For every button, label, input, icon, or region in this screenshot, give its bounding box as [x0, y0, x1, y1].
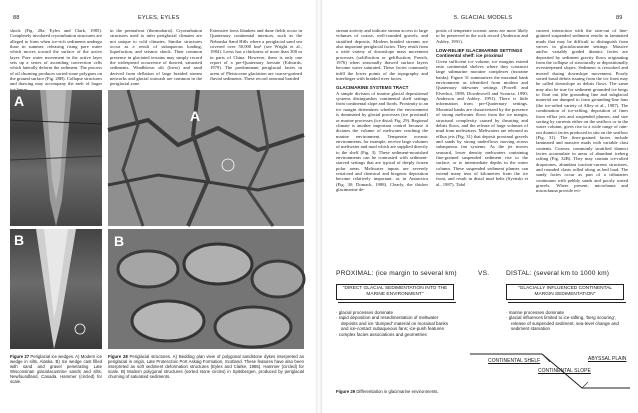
distal-heading: DISTAL: (several km to 1000 km): [506, 270, 610, 277]
distal-bullet: · glacial influences limited to ice-rafting, 'berg scouring', release of suspended sediment, sea-level change and sediment starvation: [506, 315, 619, 332]
figure-28b-photo: [108, 229, 304, 349]
body-column-2: posits of temperate oceanic areas are more likely to be preserved in the rock record (Anderson and Ashley, 1991). LOW-RELIEF GLACIMARINE SETTINGS Continental shelf: ice proximal Given sufficient ice volume, ice margins extend onto continental shelves where they construct large submarine moraine complexes (moraine banks). Figure 31 summarizes the morainal bank environment as identified from modern and Quaternary tidewater settings (Powell and Elverhoi, 1989; Dowdeswell and Scourse, 1990; Anderson and Ashley, 1991). There is little information from pre-Quaternary settings. Morainal banks are characterized by the presence of strong meltwater flows from the ice margin, structural complexity caused by thrusting and debris flows, and the release of large volumes of mud from meltwaters. Meltwaters are released as efflux jets (Fig. 31) that deposit proximal gravels and sands by strong underflows moving across subaqueous fan systems. As the jet moves seaward, lower density meltwaters containing fine-grained suspended sediment rise to the surface, or to intermediate depths in the water column. These suspended sediment plumes can extend many tens of kilometres from the ice front, and result in distal mud belts (Syvitski et al., 1987). Tidal: [436, 28, 528, 187]
left-page: [0, 0, 318, 413]
proximal-bullet: · complex facies associations and geometries: [336, 331, 427, 337]
proximal-bullet: · rapid deposition and resedimentation of meltwater deposits and ice 'dumped' material on morainal banks and ice-contact subaqueous fans; ice-push features: [336, 315, 449, 332]
body-column-3: Extensive loess blankets and dune fields occur in Quaternary continental interiors, such as the Nebraska Sand Hills where a periglacial sand sea covered over 50,000 km² (see Wright et al., 1984). Loess has a thickness of more than 300 m in parts of China. However, there is only one report of a pre-Quaternary loessite (Edwards, 1979). The predominant periglacial facies in areas of Pleistocene glaciation are coarse-grained fluvial sediments. These record seasonal braided: [210, 28, 302, 82]
vs-label: VS.: [478, 270, 490, 277]
continental-shelf-label: CONTINENTAL SHELF: [488, 358, 541, 364]
photo-label-a: A: [14, 93, 25, 109]
figure-29-diagram: [320, 270, 638, 410]
section-heading: LOW-RELIEF GLACIMARINE SETTINGS: [436, 48, 523, 54]
section-heading: GLACIMARINE SYSTEMS TRACT: [336, 85, 409, 91]
photo-label-28b: B: [114, 233, 125, 249]
figure-27a-photo: [10, 90, 102, 226]
proximal-box: "DIRECT GLACIAL SEDIMENTATION INTO THE MARINE ENVIRONMENT": [336, 284, 454, 300]
figure-28-caption: Figure 28 Periglacial structures. A) Bedding plan view of polygonal sandstone dykes interpreted as periglacial in origin, Late Proterozoic Port Askaig Formation, Scotland. These features have also been interpreted as soft sediment deformation structures (Eyles and Clarke, 1985). Hammer (circled) for scale. B) Modern polygonal structures (sorted stone circles) in Spitsbergen, produced by periglacial churning of saturated sediments.: [108, 354, 304, 379]
photo-label-b: B: [14, 232, 25, 248]
body-column-2: in the permafrost (thermokarst). Cryoturbation structures used to infer periglacial climates are not unique to cold climates. Similar structures occur as a result of subaqueous loading, liquefaction, and seismic shock. Their common presence in glaciated terrains may simply record the widespread occurrence of thawed, saturated sediments. Windblown silt (loess) and sand derived from deflation of large braided stream networks and glacial outwash are common in the periglacial zone.: [110, 28, 202, 87]
body-column-3: current interaction with the rain-out of fine-grained suspended sediment results in laminated muds that may be difficult to distinguish from varves in glaciolacustrine settings. Massive and/or variably graded diamict facies are deposited by sediment gravity flows originating from the collapse of structurally or depositionally oversteepened slopes. Sediment is reworked and moved during downslope movement. Poorly sorted basal debris issuing from the ice front may be called downslope as debris flows. The same may also be true for sediment grounded ice bergs to float out (the grounding line and subglacial material are dumped to form grounding-line fans (the ice-rafted variety of Alley et al., 1987). The combination of ice-rafting, deposition of fines from efflux jets and suspended plumes, and size sorting by currents either on the seafloor or in the water column, gives rise to a wide range of rain-out diamict facies produced in situ on the seafloor (Fig. 31). The finer-grained facies include laminated and massive muds with variable clast contents. Coarser, commonly stratified diamict facies accumulate in areas of abundant iceberg rafting (Fig. 32B). They may contain ice-rafted dropstones, abundant traction-current structures, and rounded clasts rolled along as bed load. The sandy facies occur as part of a tributaries continuum with pebbly sands and poorly sorted gravels. Where present, microfauna and macrofauna provide evi-: [536, 28, 628, 194]
photo-label-28a: A: [190, 108, 201, 124]
running-head: 5. GLACIAL MODELS: [454, 15, 513, 21]
proximal-heading: PROXIMAL: (ice margin to several km): [336, 270, 457, 277]
distal-bullet: · marine processes dominate: [506, 310, 565, 315]
body-column-1: shock (Fig. 28a; Eyles and Clark, 1985). Completely involuted cryoturbation structures are alleged to form when ice-rich sediments undergo thaw in summer, releasing rising pore water which moves toward the surface of the active layer. Pore water movement in the active layer sets up a series of ascending convection cells which laterally deform the sediment. The process of oil churning produces sorted stone polygons on the ground surface (Fig. 28B). Collapse structures and thawing may accompany the melt of larger: [10, 28, 102, 87]
continental-slope-label: CONTINENTAL SLOPE: [538, 368, 591, 374]
body-column-1: stream activity and indicate stream access to large volumes of coarse, well-rounded gravels, and stratified deposits. Modern braided streams are also important periglacial facies. They result from a wide variety of downslope mass movement processes (solifluction or gelifluction; French, 1976) when seasonally thawed surface layers become water saturated. These facies commonly infill the lower points of the topography and interfinger with braided river facies. GLACIMARINE SYSTEMS TRACT A simple division of marine glacial depositional systems distinguishes continental shelf settings from continental slope and fiords. Proximity to an ice margin determines whether the environment is dominated by glacial processes (ice proximal) or marine processes (ice distal; Fig. 29). Regional climate is another important control because it dictates the volume of meltwater reaching the marine environment. Temperate oceanic environments, for example, receive large volumes of meltwater and mud which are supplied directly to the shelf (Fig. 3). These sediment-nourished environments can be contrasted with sediment-starved settings that are typical of deeply frozen polar areas. Meltwater inputs are severely restricted and chemical and biogenic deposition become relatively important, as in Antarctica (Fig. 30; Domack, 1988). Clearly, the thicker glacimarine de-: [336, 28, 428, 192]
figure-27-caption: Figure 27 Periglacial ice wedges. A) Modern ice wedge in silts, Alaska. B) Ice wedge cast filled with sand and gravel penetrating Late Wisconsinan glaciolacustrine sands and silts, Newfoundland, Canada. Hammer (circled) for scale.: [10, 354, 102, 384]
distal-box: "GLACIALLY INFLUENCED CONTINENTAL MARGIN SEDIMENTATION": [506, 284, 624, 300]
page-number: 89: [616, 15, 623, 21]
figure-27b-photo: [10, 229, 102, 349]
right-page: [320, 0, 638, 413]
figure-29-caption: Figure 29 Differentiation in glacimarine environments.: [336, 389, 439, 394]
figure-28a-photo: [108, 90, 304, 226]
page-number: 88: [13, 15, 20, 21]
proximal-bullet: · glacial processes dominate: [336, 310, 394, 315]
abyssal-plain-label: ABYSSAL PLAIN: [588, 356, 627, 362]
subsection-heading: Continental shelf: ice proximal: [436, 53, 503, 59]
running-head: EYLES, EYLES: [138, 15, 180, 21]
